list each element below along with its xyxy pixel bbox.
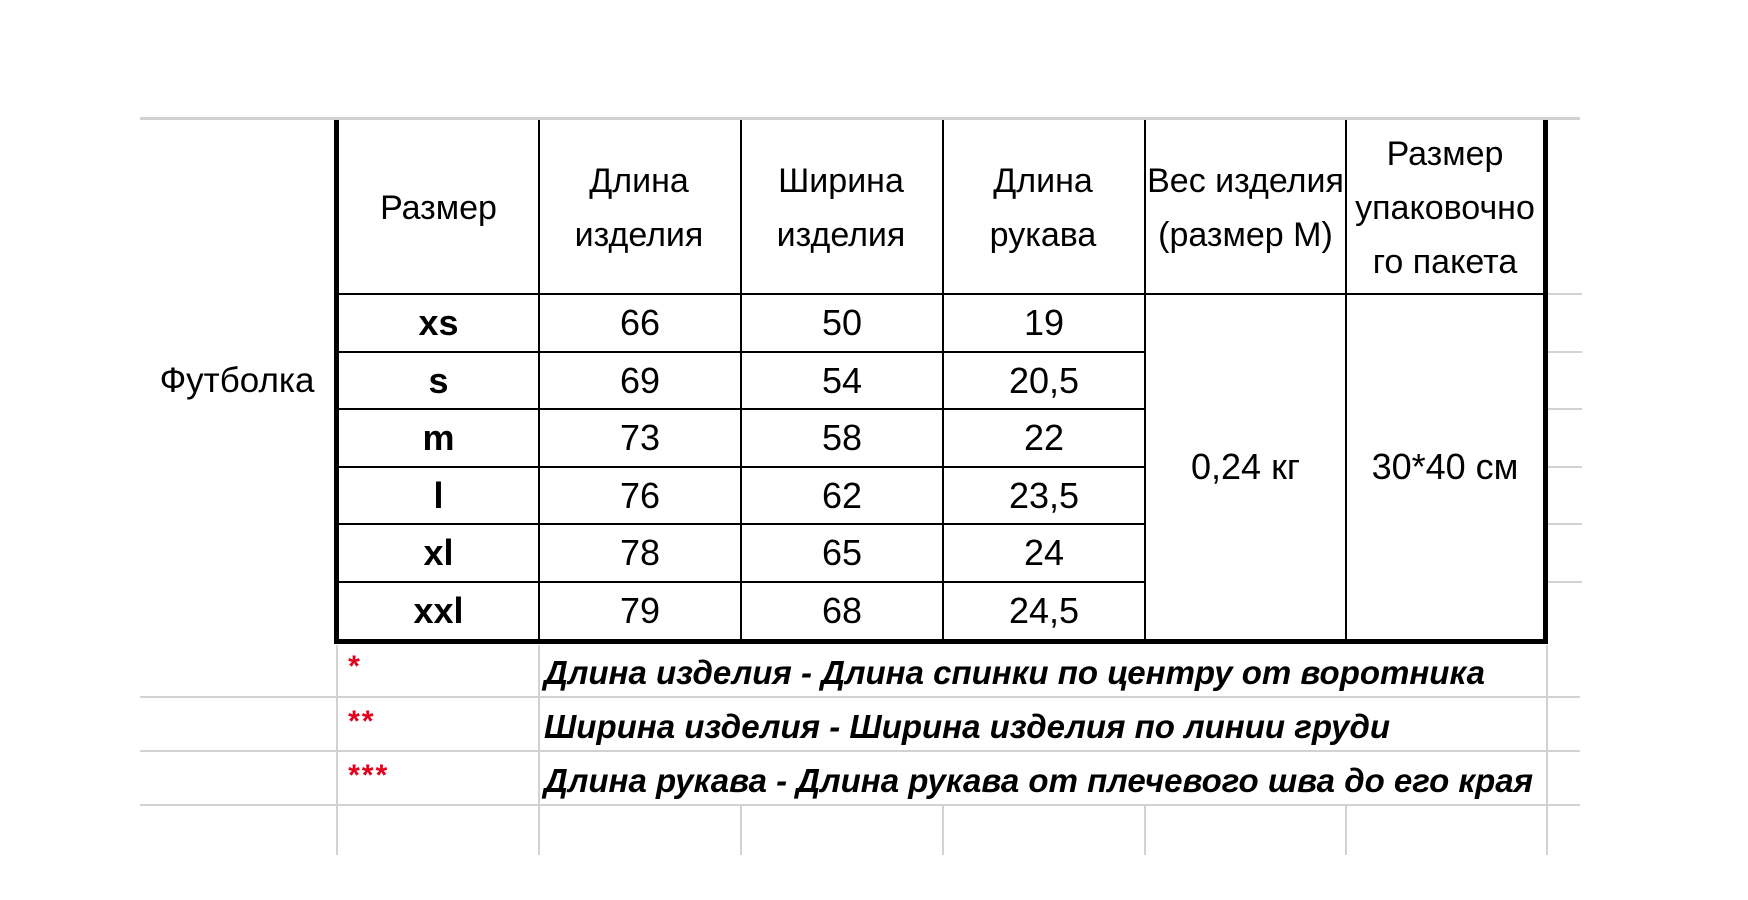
length-cell: 73 [619,417,661,458]
product-label: Футболка [159,361,315,400]
grid-line [140,804,1580,806]
sleeve-cell: 24,5 [1008,590,1080,631]
size-cell: l [433,474,444,516]
sleeve-cell: 24 [1023,532,1065,573]
length-cell: 78 [619,532,661,573]
grid-line [1144,804,1146,855]
width-cell: 58 [821,417,863,458]
header-sleeve-length: Длина рукава [989,161,1097,254]
grid-line [140,117,1580,120]
grid-line [1548,466,1582,468]
sleeve-cell: 20,5 [1008,359,1080,401]
width-cell: 54 [821,359,863,401]
header-item-weight: Вес изделия (размер М) [1147,161,1344,254]
package-size-value: 30*40 см [1371,446,1519,487]
width-cell: 68 [821,590,863,631]
grid-line [1548,581,1582,583]
sleeve-cell: 23,5 [1008,474,1080,516]
header-item-width: Ширина изделия [776,161,906,254]
table-border [1543,120,1548,642]
width-cell: 62 [821,474,863,516]
size-cell: xxl [413,590,464,631]
length-cell: 76 [619,474,661,516]
length-cell: 79 [619,590,661,631]
grid-line [538,645,540,855]
grid-line [140,750,1580,752]
grid-line [942,804,944,855]
header-package-size: Размер упаковочно го пакета [1355,134,1535,281]
weight-value: 0,24 кг [1191,446,1300,487]
size-cell: m [422,417,455,458]
grid-line [336,645,338,855]
size-cell: xl [423,532,454,573]
note-marker: *** [347,759,389,792]
grid-line [1548,293,1582,295]
sleeve-cell: 22 [1023,417,1065,458]
grid-line [1548,523,1582,525]
note-marker: ** [347,705,375,738]
width-cell: 50 [821,302,863,343]
grid-line [1548,351,1582,353]
grid-line [1548,408,1582,410]
size-cell: s [428,359,449,401]
length-cell: 66 [619,302,661,343]
grid-line [140,696,1580,698]
header-item-length: Длина изделия [574,161,704,254]
length-cell: 69 [619,359,661,401]
note-text: Длина изделия - Длина спинки по центру от воротника [544,654,1485,691]
grid-line [740,804,742,855]
width-cell: 65 [821,532,863,573]
grid-line [1546,645,1548,855]
note-text: Длина рукава - Длина рукава от плечевого шва до его края [544,762,1534,799]
note-text: Ширина изделия - Ширина изделия по линии груди [544,708,1391,745]
size-cell: xs [418,302,459,343]
grid-line [1345,804,1347,855]
table-border [334,639,1548,644]
note-marker: * [347,650,361,683]
sleeve-cell: 19 [1023,302,1065,343]
header-size: Размер [380,188,497,227]
